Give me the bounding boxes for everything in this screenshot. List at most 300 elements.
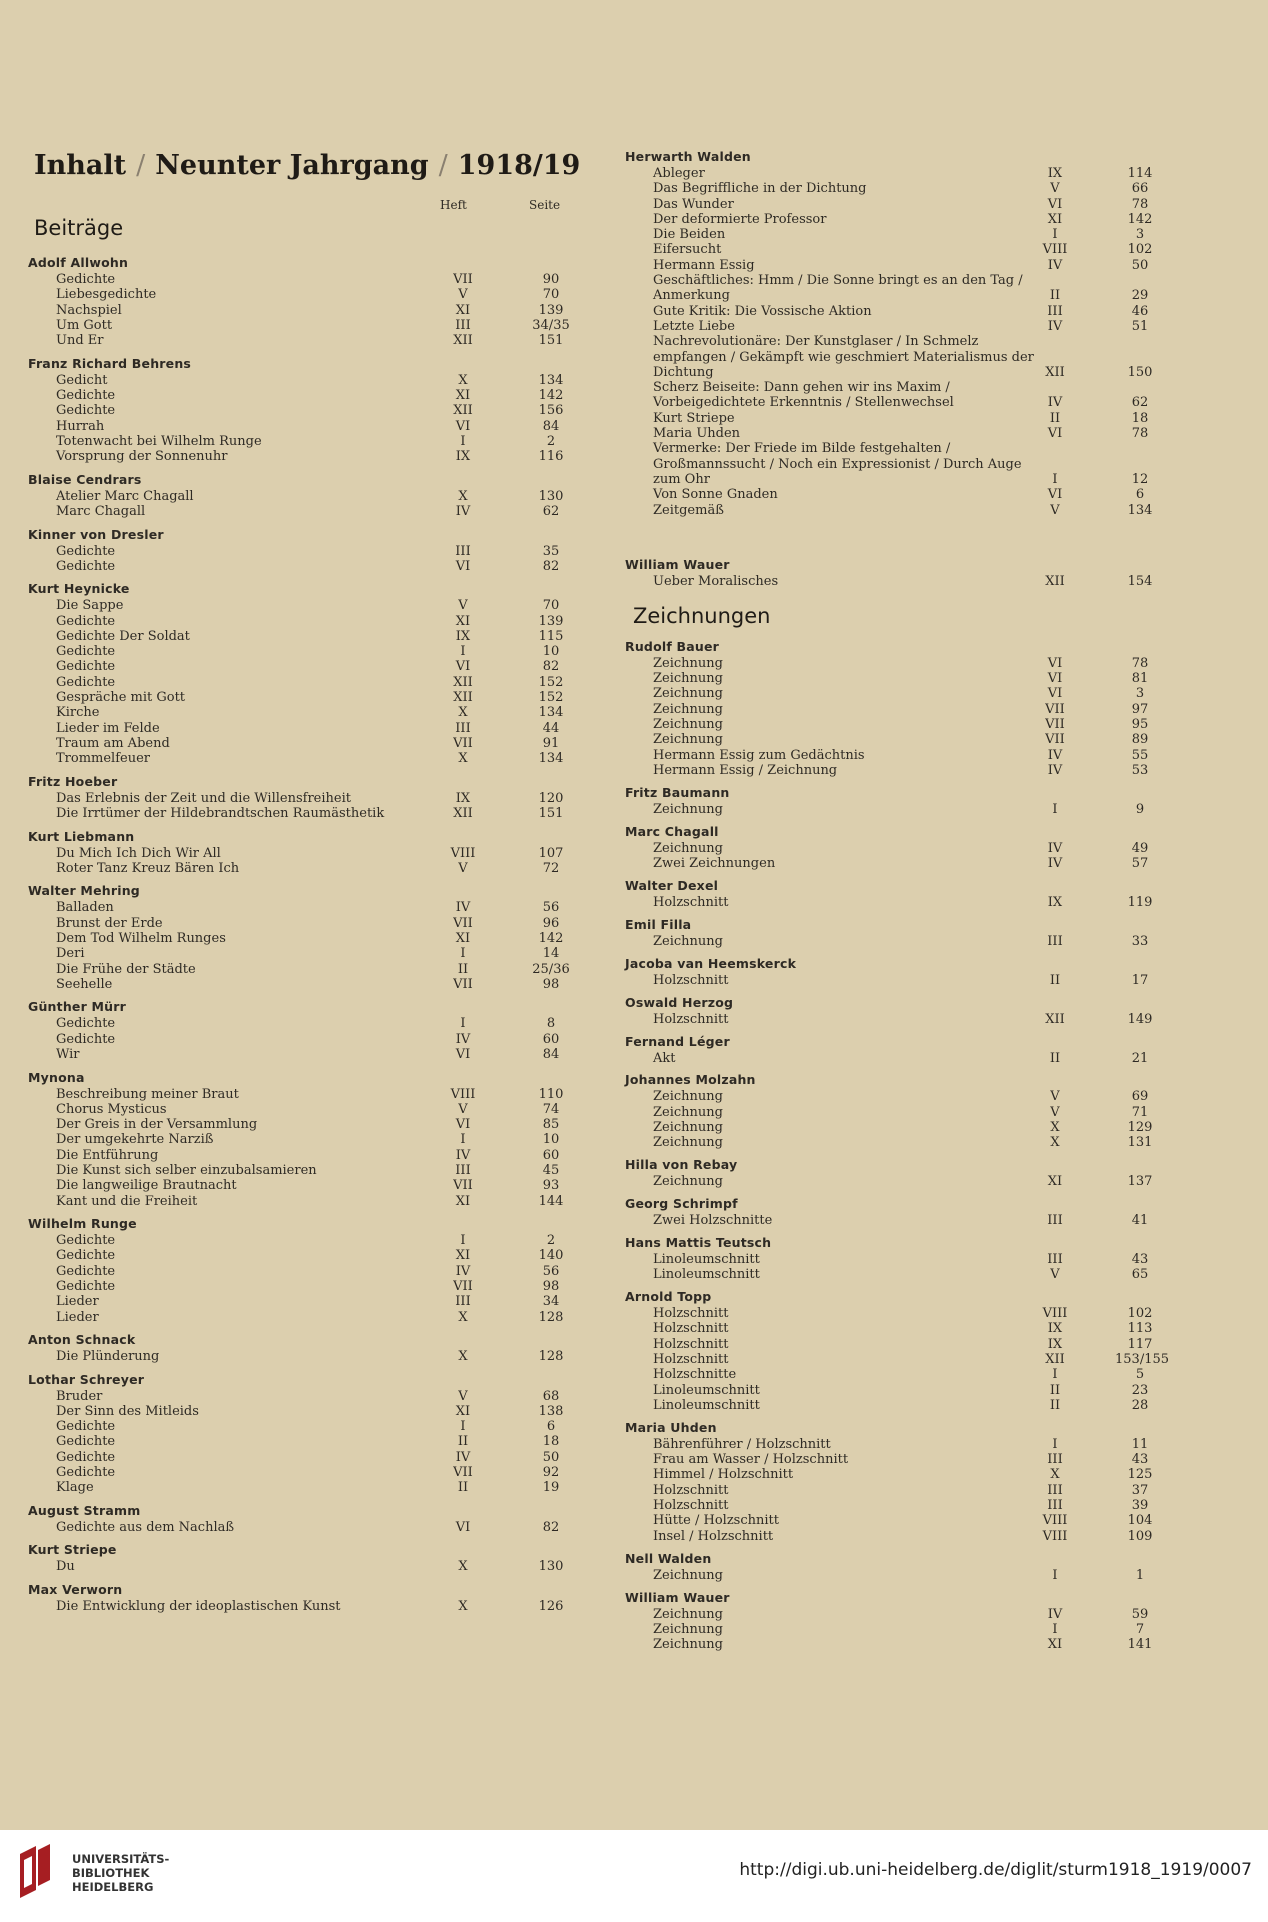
- entry-title: Seehelle: [56, 976, 113, 992]
- entry-seite: 85: [542, 1117, 560, 1133]
- entry-heft: X: [458, 1598, 468, 1614]
- toc-entry: [625, 702, 1185, 717]
- entry-title: Die Kunst sich selber einzubalsamieren: [56, 1162, 317, 1178]
- toc-entry: [625, 227, 1185, 242]
- entry-title: Bährenführer / Holzschnitt: [653, 1436, 831, 1452]
- entry-heft: III: [1047, 1498, 1063, 1514]
- entry-heft: I: [1052, 1436, 1058, 1452]
- toc-entry: [625, 1452, 1185, 1467]
- author-group: [625, 877, 1185, 910]
- entry-seite: 14: [542, 946, 560, 962]
- toc-entry: [625, 574, 1185, 589]
- entry-title: Gedichte: [56, 1016, 116, 1032]
- entry-heft: II: [1049, 410, 1061, 426]
- toc-entry: [28, 791, 603, 806]
- entry-heft: III: [455, 543, 471, 559]
- entry-title: Die Beiden: [653, 227, 726, 243]
- entry-seite: 128: [538, 1349, 564, 1365]
- author-name: Wilhelm Runge: [28, 1216, 137, 1232]
- author-name: August Stramm: [28, 1502, 141, 1518]
- entry-title: Die Entwicklung der ideoplastischen Kunst: [56, 1598, 341, 1614]
- toc-entry: [625, 1321, 1185, 1336]
- entry-heft: V: [458, 287, 468, 303]
- entry-heft: X: [458, 705, 468, 721]
- entry-heft: X: [458, 372, 468, 388]
- entry-heft: X: [458, 1309, 468, 1325]
- author-name: Fritz Hoeber: [28, 773, 118, 789]
- entry-title: Die Frühe der Städte: [56, 961, 196, 977]
- toc-entry: [625, 1352, 1185, 1367]
- toc-entry: [625, 1252, 1185, 1267]
- library-name-line3: HEIDELBERG: [72, 1880, 154, 1894]
- entry-heft: V: [458, 1388, 468, 1404]
- entry-seite: 130: [538, 1559, 564, 1575]
- entry-heft: IV: [455, 1263, 471, 1279]
- entry-seite: 95: [1131, 716, 1149, 732]
- entry-title: Zwei Holzschnitte: [653, 1213, 773, 1229]
- entry-heft: IV: [455, 503, 471, 519]
- entry-seite: 139: [538, 613, 564, 629]
- entry-heft: VII: [1045, 732, 1065, 748]
- entry-seite: 41: [1131, 1213, 1149, 1229]
- entry-title: Gedichte aus dem Nachlaß: [56, 1519, 235, 1535]
- entry-heft: VI: [1047, 426, 1063, 442]
- entry-title: Gedichte: [56, 1248, 116, 1264]
- entry-seite: 6: [546, 1419, 556, 1435]
- entry-seite: 23: [1131, 1382, 1149, 1398]
- entry-title: Gedichte: [56, 613, 116, 629]
- entry-heft: V: [458, 1101, 468, 1117]
- toc-entry: [625, 671, 1185, 686]
- toc-entry: [28, 1163, 603, 1178]
- entry-seite: 82: [542, 1519, 560, 1535]
- entry-title: Gedichte Der Soldat: [56, 628, 190, 644]
- entry-title: Hermann Essig / Zeichnung: [653, 762, 838, 778]
- toc-entry: [28, 806, 603, 821]
- toc-entry: [625, 334, 1185, 380]
- entry-seite: 151: [538, 333, 564, 349]
- ub-heidelberg-logo-icon[interactable]: [14, 1844, 54, 1900]
- author-group: [28, 1371, 603, 1496]
- entry-title: Akt: [653, 1050, 676, 1066]
- toc-entry: [28, 1148, 603, 1163]
- entry-title: Gedichte: [56, 1419, 116, 1435]
- entry-title: Gedichte: [56, 1031, 116, 1047]
- entry-heft: XII: [1045, 1011, 1065, 1027]
- author-group: [625, 148, 1185, 518]
- entry-heft: VII: [453, 915, 473, 931]
- toc-entry: [625, 380, 1185, 411]
- entry-heft: I: [460, 433, 466, 449]
- toc-entry: [625, 1498, 1185, 1513]
- entry-heft: II: [457, 1434, 469, 1450]
- entry-heft: VII: [453, 272, 473, 287]
- author-name: Emil Filla: [625, 916, 692, 932]
- entry-seite: 21: [1131, 1050, 1149, 1066]
- entry-heft: XII: [1045, 573, 1065, 589]
- entry-heft: X: [458, 1559, 468, 1575]
- entry-heft: XI: [455, 930, 471, 946]
- entry-title: Zeichnung: [653, 1089, 723, 1105]
- entry-seite: 134: [538, 372, 564, 388]
- entry-seite: 43: [1131, 1452, 1149, 1468]
- entry-title: Gedichte: [56, 659, 116, 675]
- entry-seite: 5: [1135, 1367, 1145, 1383]
- entry-heft: I: [1052, 1567, 1058, 1583]
- entry-seite: 134: [1127, 502, 1153, 518]
- author-name: Max Verworn: [28, 1581, 123, 1597]
- entry-title: Zeichnung: [653, 1104, 723, 1120]
- entry-seite: 154: [1127, 573, 1153, 589]
- library-name: [72, 1852, 169, 1894]
- author-name: Kurt Striepe: [28, 1542, 117, 1558]
- entry-title: Lieder im Felde: [56, 720, 160, 736]
- title-jahrgang: Neunter Jahrgang: [155, 150, 429, 181]
- entry-title: Marc Chagall: [56, 503, 146, 519]
- toc-entry: [28, 504, 603, 519]
- entry-title: Gedichte: [56, 1449, 116, 1465]
- toc-entry: [28, 659, 603, 674]
- entry-heft: XI: [455, 613, 471, 629]
- entry-heft: I: [460, 1419, 466, 1435]
- author-name: Rudolf Bauer: [625, 638, 720, 654]
- toc-entry: [625, 441, 1185, 487]
- entry-seite: 10: [542, 1132, 560, 1148]
- entry-seite: 7: [1135, 1621, 1145, 1637]
- entry-seite: 142: [538, 930, 564, 946]
- toc-entry: [625, 1051, 1185, 1066]
- entry-title: Zeichnung: [653, 671, 723, 687]
- entry-seite: 144: [538, 1193, 564, 1209]
- entry-title: Gespräche mit Gott: [56, 690, 186, 706]
- author-name: Johannes Molzahn: [625, 1072, 756, 1088]
- entry-title: Zeichnung: [653, 1637, 723, 1653]
- toc-entry: [28, 1419, 603, 1434]
- section-zeichnungen: Zeichnungen: [633, 603, 771, 628]
- entry-heft: IX: [455, 790, 471, 806]
- column-headers: [28, 198, 603, 216]
- entry-heft: VIII: [1042, 242, 1068, 258]
- entry-heft: VIII: [450, 845, 476, 861]
- entry-seite: 62: [542, 503, 560, 519]
- entry-seite: 35: [542, 543, 560, 559]
- entry-heft: XI: [455, 1248, 471, 1264]
- document-url[interactable]: http://digi.ub.uni-heidelberg.de/diglit/sturm1918_1919/0007: [739, 1860, 1252, 1880]
- entry-heft: VII: [453, 1278, 473, 1294]
- entry-seite: 141: [1127, 1637, 1153, 1653]
- entry-seite: 65: [1131, 1267, 1149, 1283]
- entry-seite: 110: [538, 1086, 564, 1102]
- toc-entry: [625, 732, 1185, 747]
- entry-title: Ueber Moralisches: [653, 573, 779, 589]
- entry-seite: 6: [1135, 487, 1145, 503]
- entry-title: Holzschnitt: [653, 972, 729, 988]
- toc-entry: [28, 318, 603, 333]
- title-inhalt: Inhalt: [34, 150, 127, 181]
- entry-title: Gedichte: [56, 644, 116, 660]
- toc-entry: [28, 1389, 603, 1404]
- entry-title: Der Sinn des Mitleids: [56, 1403, 199, 1419]
- entry-seite: 134: [538, 751, 564, 767]
- entry-title: Letzte Liebe: [653, 318, 735, 334]
- entry-title: Die Irrtümer der Hildebrandtschen Raumästhetik: [56, 806, 385, 822]
- entry-heft: III: [1047, 303, 1063, 319]
- toc-entry: [28, 900, 603, 915]
- toc-entry: [28, 846, 603, 861]
- entry-heft: III: [455, 317, 471, 333]
- entry-seite: 139: [538, 302, 564, 318]
- entry-title: Nachspiel: [56, 302, 122, 318]
- entry-title: Und Er: [56, 333, 104, 349]
- entry-title: Linoleumschnitt: [653, 1397, 760, 1413]
- entry-title: Um Gott: [56, 317, 113, 333]
- author-name: William Wauer: [625, 1589, 730, 1605]
- toc-entry: [625, 1174, 1185, 1189]
- entry-seite: 29: [1131, 288, 1149, 304]
- entry-title: Gedichte: [56, 674, 116, 690]
- toc-entry: [28, 333, 603, 348]
- author-name: Kinner von Dresler: [28, 526, 164, 542]
- toc-entry: [28, 721, 603, 736]
- entry-seite: 19: [542, 1480, 560, 1496]
- entry-title: Gedichte: [56, 1434, 116, 1450]
- toc-entry: [625, 273, 1185, 304]
- entry-title: Holzschnitt: [653, 1336, 729, 1352]
- author-group: [28, 882, 603, 992]
- author-group: [625, 994, 1185, 1027]
- author-name: Fernand Léger: [625, 1033, 730, 1049]
- entry-title: Dem Tod Wilhelm Runges: [56, 930, 226, 946]
- entry-title: Deri: [56, 946, 85, 962]
- entry-seite: 2: [546, 1233, 556, 1249]
- entry-seite: 57: [1131, 855, 1149, 871]
- author-group: [625, 1234, 1185, 1283]
- entry-title: Lieder: [56, 1294, 99, 1310]
- author-group: [28, 1331, 603, 1364]
- entry-heft: VII: [453, 1465, 473, 1481]
- toc-entry: [625, 1213, 1185, 1228]
- entry-title: Chorus Mysticus: [56, 1101, 167, 1117]
- author-group: [28, 580, 603, 766]
- author-group: [28, 828, 603, 877]
- toc-entry: [28, 303, 603, 318]
- entry-title: Balladen: [56, 900, 114, 916]
- entry-seite: 78: [1131, 655, 1149, 671]
- entry-heft: VIII: [1042, 1513, 1068, 1529]
- entry-heft: I: [460, 1016, 466, 1032]
- toc-entry: [625, 895, 1185, 910]
- toc-entry: [28, 272, 603, 287]
- entry-heft: IV: [455, 1449, 471, 1465]
- library-name-line1: UNIVERSITÄTS-: [72, 1852, 170, 1866]
- entry-heft: VI: [1047, 686, 1063, 702]
- entry-seite: 66: [1131, 181, 1149, 197]
- entry-title: Eifersucht: [653, 242, 722, 258]
- author-group: [625, 1195, 1185, 1228]
- entry-heft: XI: [455, 387, 471, 403]
- toc-entry: [625, 1337, 1185, 1352]
- entry-heft: X: [1050, 1467, 1060, 1483]
- author-name: Adolf Allwohn: [28, 255, 129, 270]
- entry-heft: IV: [1047, 318, 1063, 334]
- entry-title: Trommelfeuer: [56, 751, 151, 767]
- author-group: [28, 1581, 603, 1614]
- toc-entry: [28, 614, 603, 629]
- toc-entry: [625, 411, 1185, 426]
- entry-heft: XI: [1047, 1174, 1063, 1190]
- toc-entry: [28, 690, 603, 705]
- entry-title: Das Begriffliche in der Dichtung: [653, 181, 867, 197]
- entry-heft: VI: [455, 1046, 471, 1062]
- entry-seite: 3: [1135, 227, 1145, 243]
- entry-seite: 97: [1131, 701, 1149, 717]
- toc-entry: [625, 1637, 1185, 1652]
- toc-entry: [28, 1194, 603, 1209]
- entry-heft: II: [457, 1480, 469, 1496]
- toc-entry: [28, 962, 603, 977]
- entry-heft: X: [458, 488, 468, 504]
- toc-entry: [28, 1248, 603, 1263]
- entry-seite: 116: [538, 449, 564, 465]
- entry-title: Die Sappe: [56, 598, 124, 614]
- entry-title: Gedichte: [56, 1233, 116, 1249]
- entry-title: Geschäftliches: Hmm / Die Sonne bringt es an den Tag / Anmerkung: [653, 273, 1023, 304]
- entry-title: Holzschnitt: [653, 1011, 729, 1027]
- author-group: [625, 916, 1185, 949]
- entry-seite: 96: [542, 915, 560, 931]
- toc-entry: [625, 1367, 1185, 1382]
- entry-seite: 81: [1131, 671, 1149, 687]
- toc-entry: [28, 489, 603, 504]
- toc-entry: [28, 1599, 603, 1614]
- author-name: Mynona: [28, 1069, 85, 1085]
- toc-entry: [28, 1178, 603, 1193]
- entry-heft: V: [1050, 1104, 1060, 1120]
- entry-seite: 78: [1131, 426, 1149, 442]
- author-group: [28, 773, 603, 822]
- entry-seite: 34/35: [532, 317, 570, 333]
- entry-title: Der deformierte Professor: [653, 211, 827, 227]
- entry-seite: 9: [1135, 801, 1145, 817]
- entry-heft: X: [1050, 1119, 1060, 1135]
- entry-seite: 142: [538, 387, 564, 403]
- entry-seite: 45: [542, 1162, 560, 1178]
- entry-seite: 131: [1127, 1135, 1153, 1151]
- entry-heft: IX: [455, 628, 471, 644]
- entry-heft: IV: [1047, 395, 1063, 411]
- entry-title: Gedichte: [56, 387, 116, 403]
- entry-title: Beschreibung meiner Braut: [56, 1086, 239, 1102]
- entry-title: Nachrevolutionäre: Der Kunstglaser / In Schmelz empfangen / Gekämpft wie geschmiert Materialismus der Dichtung: [653, 334, 1034, 380]
- entry-seite: 126: [538, 1598, 564, 1614]
- entry-seite: 93: [542, 1178, 560, 1194]
- toc-entry: [625, 763, 1185, 778]
- entry-heft: VII: [1045, 701, 1065, 717]
- author-name: Fritz Baumann: [625, 784, 730, 800]
- entry-heft: VII: [1045, 716, 1065, 732]
- toc-entry: [28, 1117, 603, 1132]
- entry-heft: VI: [455, 1117, 471, 1133]
- entry-heft: V: [458, 860, 468, 876]
- author-name: Kurt Liebmann: [28, 828, 135, 844]
- author-name: Herwarth Walden: [625, 149, 751, 164]
- author-name: Jacoba van Heemskerck: [625, 955, 797, 971]
- entry-seite: 98: [542, 976, 560, 992]
- entry-heft: II: [1049, 1050, 1061, 1066]
- entry-title: Zeichnung: [653, 701, 723, 717]
- entry-title: Holzschnitt: [653, 1498, 729, 1514]
- entry-title: Totenwacht bei Wilhelm Runge: [56, 433, 262, 449]
- entry-seite: 120: [538, 790, 564, 806]
- entry-seite: 78: [1131, 196, 1149, 212]
- entry-heft: IV: [455, 1031, 471, 1047]
- toc-entry: [28, 1559, 603, 1574]
- entry-title: Zeichnung: [653, 686, 723, 702]
- toc-entry: [28, 861, 603, 876]
- toc-entry: [28, 1434, 603, 1449]
- toc-entry: [625, 973, 1185, 988]
- entry-seite: 109: [1127, 1528, 1153, 1544]
- entry-heft: IV: [1047, 1606, 1063, 1622]
- entry-heft: I: [460, 1132, 466, 1148]
- entry-seite: 152: [538, 674, 564, 690]
- entry-title: Zeichnung: [653, 1621, 723, 1637]
- entry-title: Linoleumschnitt: [653, 1252, 760, 1267]
- entry-heft: IV: [1047, 762, 1063, 778]
- author-group: [28, 355, 603, 465]
- footer-bar: [0, 1830, 1268, 1922]
- author-group: [28, 998, 603, 1062]
- entry-title: Holzschnitt: [653, 894, 729, 910]
- entry-title: Die Entführung: [56, 1147, 159, 1163]
- entry-seite: 55: [1131, 747, 1149, 763]
- entry-title: Brunst der Erde: [56, 915, 163, 931]
- toc-entry: [28, 287, 603, 302]
- author-name: Oswald Herzog: [625, 994, 734, 1010]
- entry-seite: 150: [1127, 364, 1153, 380]
- author-name: Marc Chagall: [625, 823, 719, 839]
- entry-title: Linoleumschnitt: [653, 1267, 760, 1283]
- entry-seite: 34: [542, 1294, 560, 1310]
- toc-entry: [28, 1087, 603, 1102]
- author-name: Lothar Schreyer: [28, 1371, 145, 1387]
- toc-entry: [625, 319, 1185, 334]
- toc-entry: [625, 1135, 1185, 1150]
- entry-seite: 128: [538, 1309, 564, 1325]
- entry-heft: VIII: [1042, 1528, 1068, 1544]
- entry-title: Zwei Zeichnungen: [653, 855, 776, 871]
- author-name: Hilla von Rebay: [625, 1157, 738, 1173]
- entry-title: Linoleumschnitt: [653, 1382, 760, 1398]
- entry-seite: 39: [1131, 1498, 1149, 1514]
- entry-heft: VII: [453, 735, 473, 751]
- entry-seite: 50: [542, 1449, 560, 1465]
- entry-title: Holzschnitt: [653, 1352, 729, 1368]
- entry-title: Gedichte: [56, 1465, 116, 1481]
- author-group: [625, 784, 1185, 817]
- entry-seite: 90: [542, 272, 560, 287]
- entry-title: Hermann Essig: [653, 257, 755, 273]
- author-group: [625, 1589, 1185, 1653]
- entry-heft: X: [1050, 1135, 1060, 1151]
- entry-heft: III: [1047, 1482, 1063, 1498]
- toc-entry: [625, 856, 1185, 871]
- entry-title: Insel / Holzschnitt: [653, 1528, 774, 1544]
- entry-heft: I: [460, 946, 466, 962]
- author-name: Anton Schnack: [28, 1332, 136, 1348]
- entry-title: Zeichnung: [653, 840, 723, 856]
- entry-title: Du Mich Ich Dich Wir All: [56, 845, 221, 861]
